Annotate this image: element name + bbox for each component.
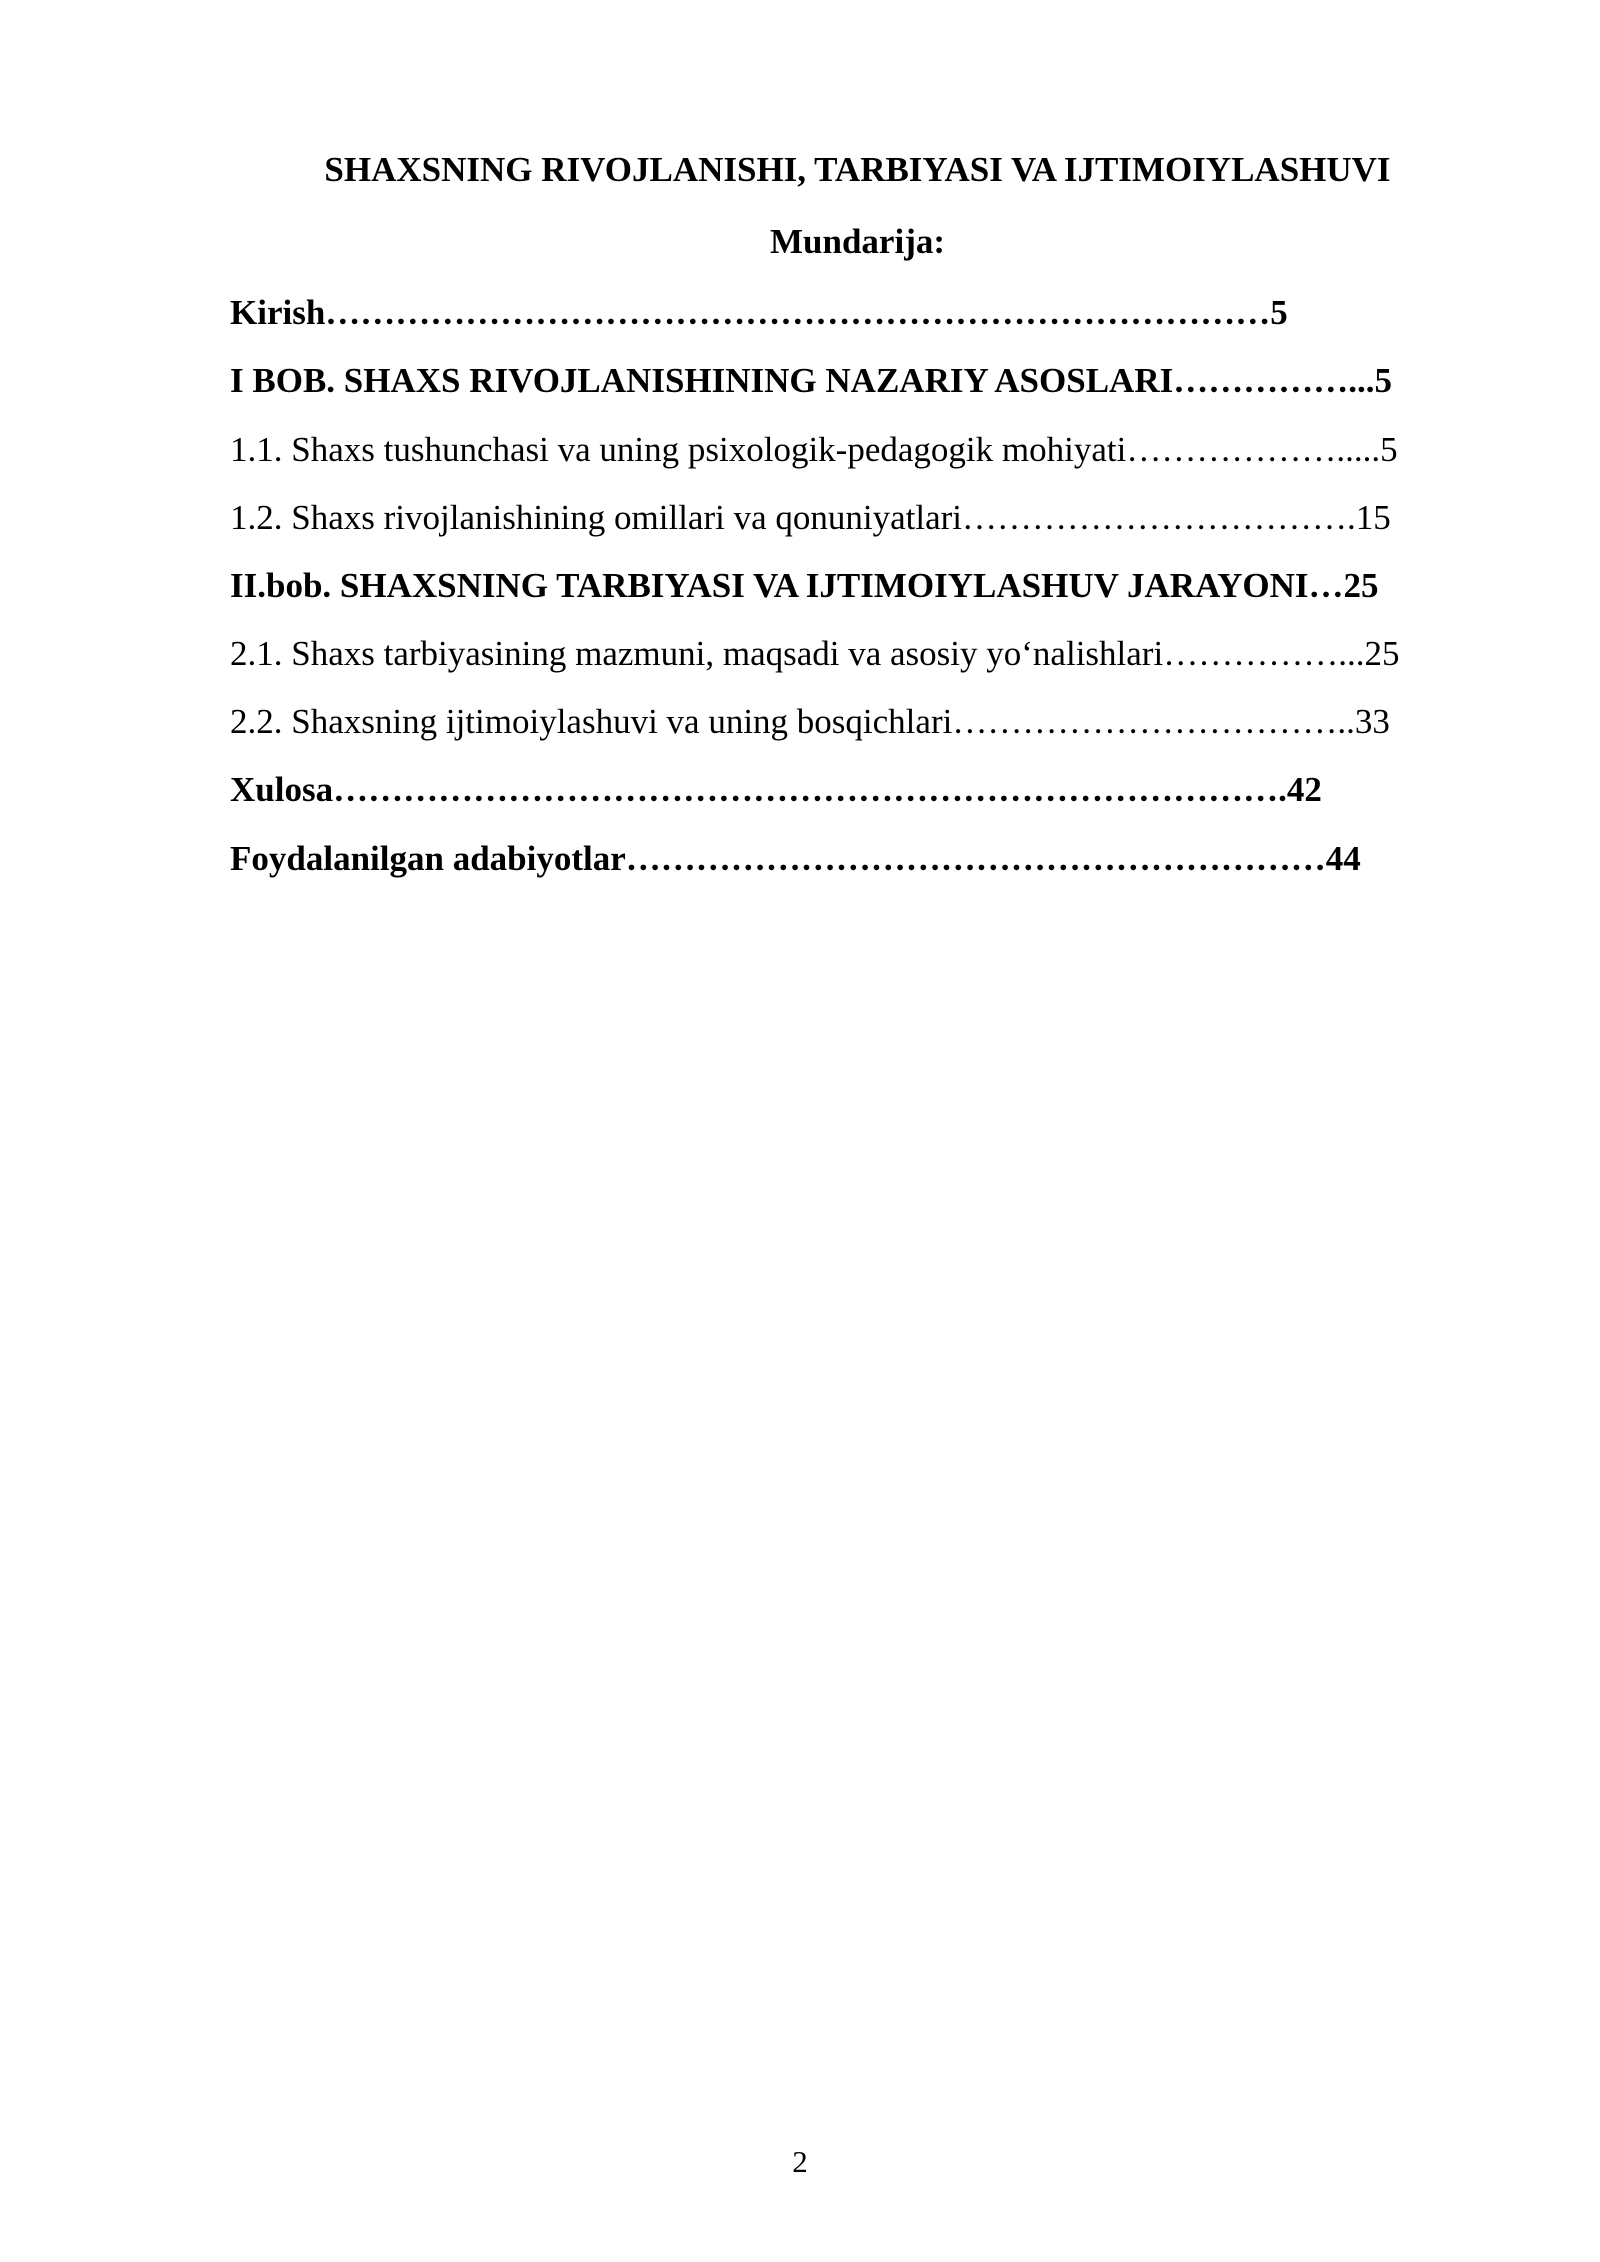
toc-entry-label: 2.1. Shaxs tarbiyasining mazmuni, maqsadi va asosiy yo‘nalishlari bbox=[230, 634, 1164, 673]
toc-entry-leader: …………………………… bbox=[952, 702, 1338, 741]
toc-entry-leader: ………………………………………………………………………. bbox=[333, 770, 1287, 809]
toc-entry-page: ....5 bbox=[1345, 430, 1398, 469]
toc-entry-label: 1.1. Shaxs tushunchasi va uning psixologik-pedagogik mohiyati bbox=[230, 430, 1127, 469]
toc-entry-label: Foydalanilgan adabiyotlar bbox=[230, 839, 626, 878]
toc-entry[interactable] bbox=[230, 359, 1392, 403]
toc-entry-label: I BOB. SHAXS RIVOJLANISHINING NAZARIY ASOSLARI bbox=[230, 361, 1174, 400]
toc-entry[interactable] bbox=[230, 837, 1361, 881]
toc-entry-leader: …………… bbox=[1163, 634, 1339, 673]
toc-entry-label: Kirish bbox=[230, 293, 326, 332]
toc-entry[interactable] bbox=[230, 700, 1390, 744]
toc-entry-leader: ……………………………. bbox=[962, 498, 1356, 537]
toc-entry[interactable] bbox=[230, 428, 1398, 472]
toc-entry-page: ..33 bbox=[1337, 702, 1390, 741]
toc-entry-leader: … bbox=[1308, 566, 1344, 605]
toc-entry-page: 44 bbox=[1325, 839, 1361, 878]
toc-entry[interactable] bbox=[230, 632, 1399, 676]
toc-entry-label: 2.2. Shaxsning ijtimoiylashuvi va uning bosqichlari bbox=[230, 702, 953, 741]
toc-entry-page: 42 bbox=[1286, 770, 1322, 809]
page-number: 2 bbox=[792, 2144, 808, 2179]
toc-entry-page: 25 bbox=[1343, 566, 1379, 605]
toc-entry-page: 15 bbox=[1355, 498, 1391, 537]
toc-entry-leader: ……………. bbox=[1173, 361, 1357, 400]
toc-entry-leader: ………………. bbox=[1126, 430, 1346, 469]
document-title: SHAXSNING RIVOJLANISHI, TARBIYASI VA IJTIMOIYLASHUVI bbox=[324, 150, 1391, 189]
toc-entry[interactable] bbox=[230, 564, 1379, 608]
toc-entry-label: II.bob. SHAXSNING TARBIYASI VA IJTIMOIYLASHUV JARAYONI bbox=[230, 566, 1309, 605]
toc-entry[interactable] bbox=[230, 496, 1391, 540]
toc-entry-page: ...25 bbox=[1338, 634, 1400, 673]
toc-entry[interactable] bbox=[230, 768, 1322, 812]
toc-entry[interactable] bbox=[230, 291, 1288, 335]
toc-entry-leader: ……………………………………………………………………… bbox=[325, 293, 1271, 332]
toc-heading: Mundarija: bbox=[770, 222, 945, 261]
toc-entry-page: 5 bbox=[1270, 293, 1288, 332]
toc-entry-leader: …………………………………………………… bbox=[625, 839, 1326, 878]
toc-entry-label: 1.2. Shaxs rivojlanishining omillari va qonuniyatlari bbox=[230, 498, 962, 537]
toc-entry-label: Xulosa bbox=[230, 770, 334, 809]
toc-entry-page: ..5 bbox=[1356, 361, 1392, 400]
